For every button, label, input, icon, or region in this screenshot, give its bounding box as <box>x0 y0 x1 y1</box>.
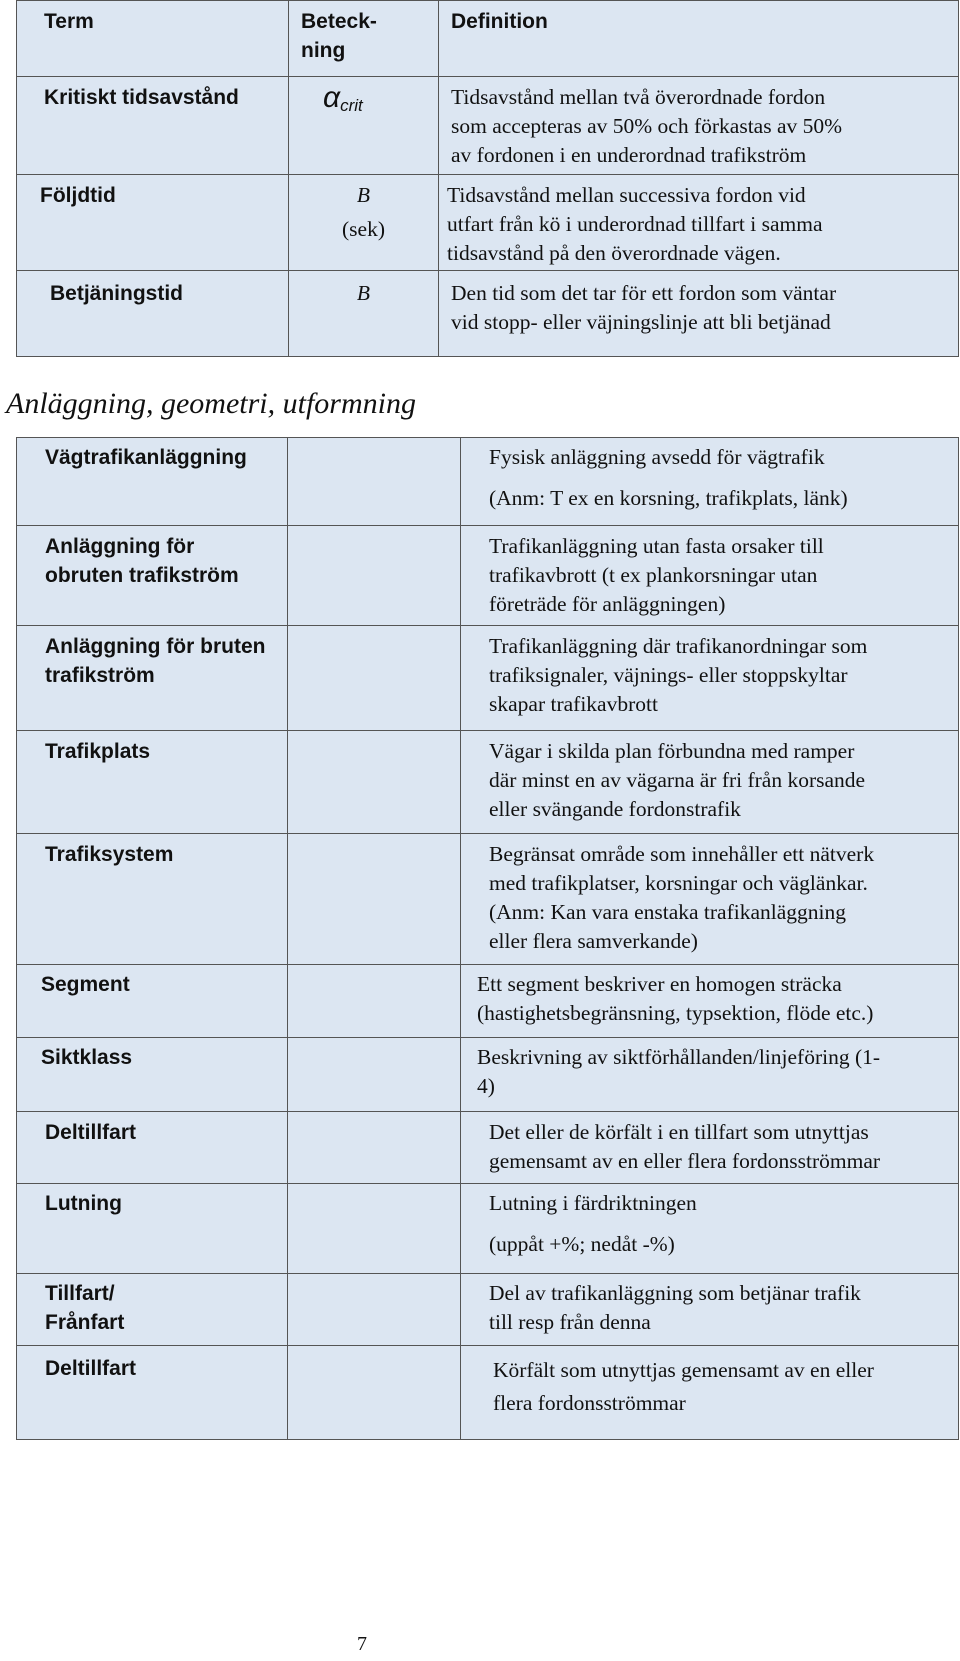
term-cell: Trafikplats <box>45 740 151 763</box>
table-row <box>17 526 959 626</box>
table-row <box>17 965 959 1038</box>
table-row <box>17 834 959 965</box>
definition-cell: Beskrivning av siktförhållanden/linjeföring (1- 4) <box>477 1045 881 1098</box>
table-row <box>17 271 959 357</box>
term-cell: Tillfart/ Frånfart <box>45 1282 125 1334</box>
definitions-table-geometry <box>16 437 959 1440</box>
definition-cell: Tidsavstånd mellan två överordnade fordon som accepteras av 50% och förkastas av 50% av fordonen i en underordnad trafikström <box>451 85 843 167</box>
definition-cell: Begränsat område som innehåller ett nätverk med trafikplatser, korsningar och väglänkar. (Anm: Kan vara enstaka trafikanläggning eller flera samverkande) <box>489 842 875 953</box>
definition-cell: Tidsavstånd mellan successiva fordon vid utfart från kö i underordnad tillfart i samma tidsavstånd på den överordnade vägen. <box>447 183 823 265</box>
term-cell: Vägtrafikanläggning <box>45 446 247 469</box>
section-heading: Anläggning, geometri, utformning <box>6 387 416 420</box>
term-cell: Lutning <box>45 1192 122 1215</box>
definition-cell: Trafikanläggning där trafikanordningar som trafiksignaler, väjnings- eller stoppskyltar skapar trafikavbrott <box>489 634 868 716</box>
table-row <box>17 1112 959 1184</box>
term-cell: Anläggning för bruten trafikström <box>45 635 266 687</box>
header-symbol: Beteck- ning <box>301 10 377 62</box>
table-row <box>17 438 959 526</box>
table-row <box>17 1038 959 1112</box>
empty-cell <box>288 965 461 1038</box>
symbol-cell: B (sek) <box>342 183 385 241</box>
definition-cell: Del av trafikanläggning som betjänar trafik till resp från denna <box>489 1281 861 1334</box>
definition-cell: Lutning i färdriktningen (uppåt +%; nedåt -%) <box>489 1191 697 1256</box>
table-row <box>17 1346 959 1440</box>
header-definition: Definition <box>451 10 548 33</box>
symbol-alpha-crit: $\alpha_{crit}$ <box>323 81 363 116</box>
page-number: 7 <box>357 1633 367 1655</box>
term-cell: Anläggning för obruten trafikström <box>45 535 239 587</box>
term-cell: Deltillfart <box>45 1357 137 1380</box>
term-cell: Följdtid <box>40 184 116 207</box>
header-term: Term <box>44 10 94 33</box>
definition-cell: Ett segment beskriver en homogen sträcka (hastighetsbegränsning, typsektion, flöde etc.) <box>477 972 874 1025</box>
table-row <box>17 175 959 271</box>
table-row <box>17 77 959 175</box>
term-cell: Segment <box>41 973 130 996</box>
definitions-table-traffic-times <box>16 0 959 357</box>
term-cell: Deltillfart <box>45 1121 137 1144</box>
table-row <box>17 731 959 834</box>
symbol-cell: B <box>356 281 371 305</box>
table-header-row <box>17 1 959 77</box>
definition-cell: Vägar i skilda plan förbundna med ramper där minst en av vägarna är fri från korsande eller svängande fordonstrafik <box>489 739 866 821</box>
table-row <box>17 1274 959 1346</box>
term-cell: Siktklass <box>41 1046 133 1069</box>
term-cell: Betjäningstid <box>50 282 184 305</box>
definition-cell: Körfält som utnyttjas gemensamt av en eller flera fordonsströmmar <box>493 1358 874 1415</box>
definition-cell: Det eller de körfält i en tillfart som utnyttjas gemensamt av en eller flera fordonsströmmar <box>489 1120 881 1173</box>
empty-cell <box>288 1038 461 1112</box>
term-cell: Kritiskt tidsavstånd <box>44 86 239 109</box>
definition-cell: Den tid som det tar för ett fordon som väntar vid stopp- eller väjningslinje att bli betjänad <box>451 281 837 334</box>
definition-cell: Trafikanläggning utan fasta orsaker till trafikavbrott (t ex plankorsningar utan företräde för anläggningen) <box>489 534 824 616</box>
table-row <box>17 626 959 731</box>
term-cell: Trafiksystem <box>45 843 174 866</box>
definition-cell: Fysisk anläggning avsedd för vägtrafik (Anm: T ex en korsning, trafikplats, länk) <box>489 445 848 510</box>
table-row <box>17 1184 959 1274</box>
